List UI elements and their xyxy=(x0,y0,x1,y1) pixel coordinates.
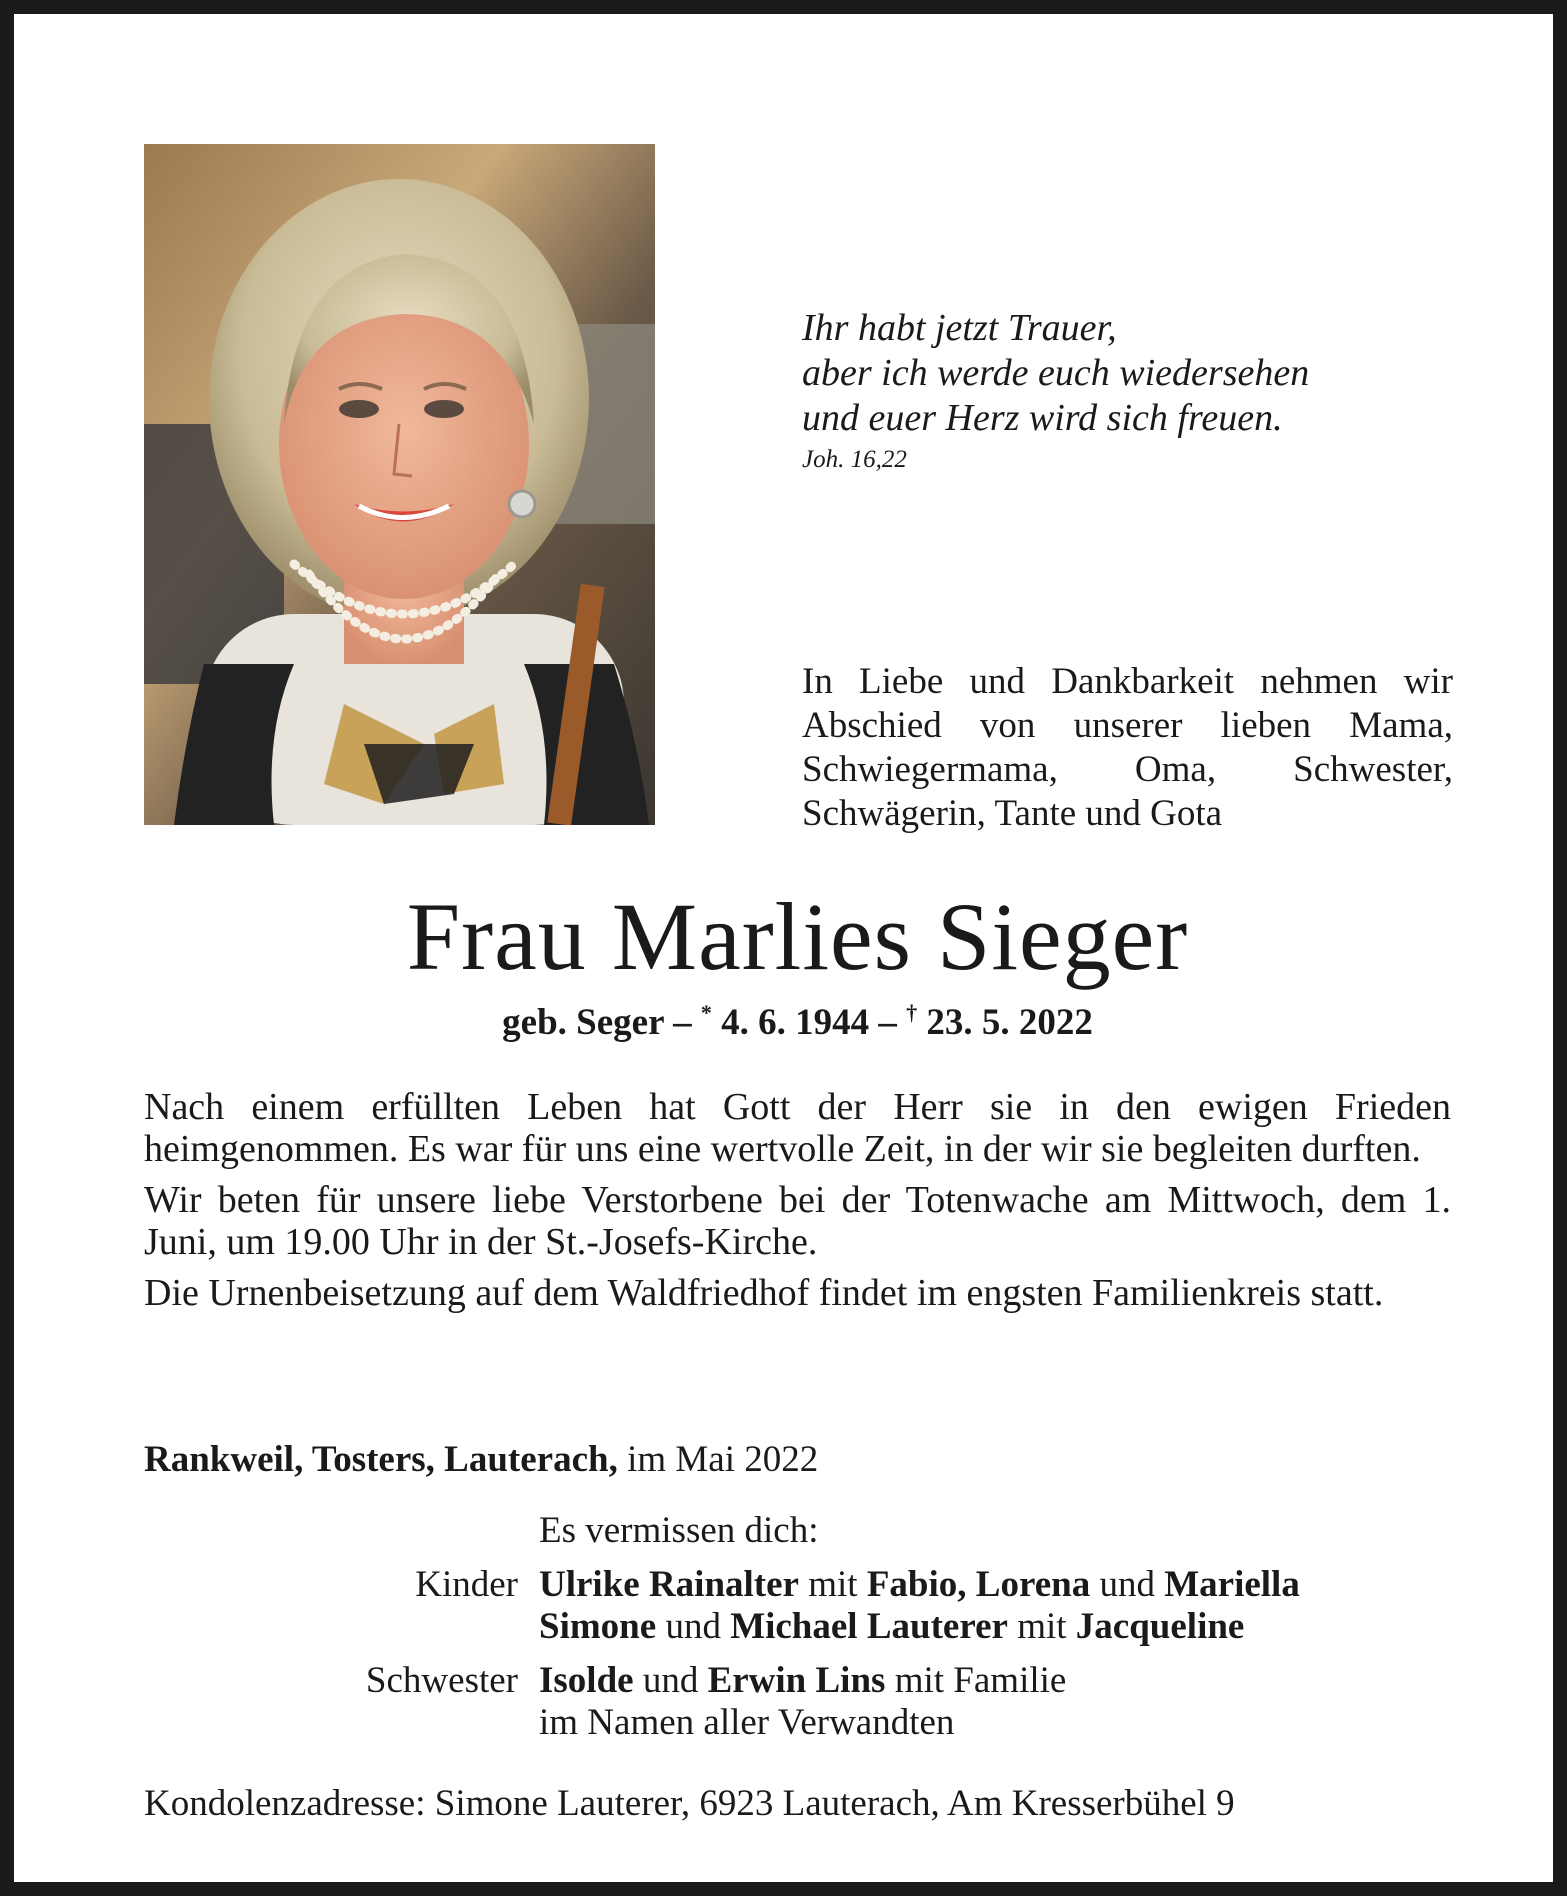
mourners-intro: Es vermissen dich: xyxy=(539,1510,819,1551)
connector: und xyxy=(633,1660,708,1701)
condolence-address: Kondolenzadresse: Simone Lauterer, 6923 Lauterach, Am Kresserbühel 9 xyxy=(144,1783,1235,1824)
place-and-date xyxy=(144,1438,818,1481)
quote-reference: Joh. 16,22 xyxy=(802,446,907,473)
deceased-name: Frau Marlies Sieger xyxy=(406,883,1189,990)
relation-label: Schwester xyxy=(365,1660,518,1701)
portrait-illustration xyxy=(144,144,655,825)
relatives-line: im Namen aller Verwandten xyxy=(539,1702,955,1743)
connector: mit xyxy=(798,1564,867,1605)
mourner: Erwin Lins xyxy=(707,1660,886,1701)
mourners-row-kinder xyxy=(144,1564,1454,1648)
mourner: Fabio, Lorena xyxy=(866,1564,1091,1605)
mourner: Jacqueline xyxy=(1075,1606,1245,1647)
mourners-row-schwester xyxy=(144,1660,1454,1744)
notice-body xyxy=(144,1086,1451,1323)
relation-label: Kinder xyxy=(415,1564,518,1605)
paragraph: Wir beten für unsere liebe Verstorbene bei der Totenwache am Mittwoch, dem 1. Juni, um 19.00 Uhr in der St.-Josefs-Kirche. xyxy=(144,1179,1451,1263)
mourners-list xyxy=(144,1510,1454,1756)
separator: – xyxy=(869,1002,907,1043)
death-symbol: † xyxy=(906,1000,918,1025)
mourner: Isolde xyxy=(539,1660,634,1701)
connector: und xyxy=(1090,1564,1165,1605)
bible-quote xyxy=(802,306,1309,441)
connector: und xyxy=(656,1606,731,1647)
paragraph: Die Urnenbeisetzung auf dem Waldfriedhof findet im engsten Familienkreis statt. xyxy=(144,1272,1384,1314)
paragraph: Nach einem erfüllten Leben hat Gott der Herr sie in den ewigen Frieden heimgenommen. Es war für uns eine wertvolle Zeit, in der wir sie begleiten durften. xyxy=(144,1086,1451,1170)
quote-line: aber ich werde euch wiedersehen xyxy=(802,352,1310,394)
locations: Rankweil, Tosters, Lauterach, xyxy=(144,1439,618,1480)
life-dates xyxy=(14,1000,1567,1044)
mourner: Mariella xyxy=(1164,1564,1300,1605)
portrait-photo xyxy=(144,144,655,825)
birth-symbol: * xyxy=(700,1000,712,1025)
connector: mit Familie xyxy=(885,1660,1067,1701)
notice-date: im Mai 2022 xyxy=(617,1439,819,1480)
mourner: Ulrike Rainalter xyxy=(539,1564,799,1605)
quote-line: und euer Herz wird sich freuen. xyxy=(802,397,1283,439)
connector: mit xyxy=(1007,1606,1076,1647)
farewell-intro: In Liebe und Dankbarkeit nehmen wir Abschied von unserer lieben Mama, Schwiegermama, Oma, Schwester, Schwägerin, Tante und Gota xyxy=(802,661,1453,834)
mourner-names xyxy=(539,1564,1454,1648)
separator: – xyxy=(663,1002,701,1043)
mourner-names xyxy=(539,1660,1454,1744)
birth-date: 4. 6. 1944 xyxy=(711,1002,870,1043)
maiden-name: geb. Seger xyxy=(502,1002,664,1043)
mourner: Michael Lauterer xyxy=(730,1606,1008,1647)
mourner: Simone xyxy=(539,1606,657,1647)
death-date: 23. 5. 2022 xyxy=(917,1002,1093,1043)
quote-line: Ihr habt jetzt Trauer, xyxy=(802,307,1117,349)
